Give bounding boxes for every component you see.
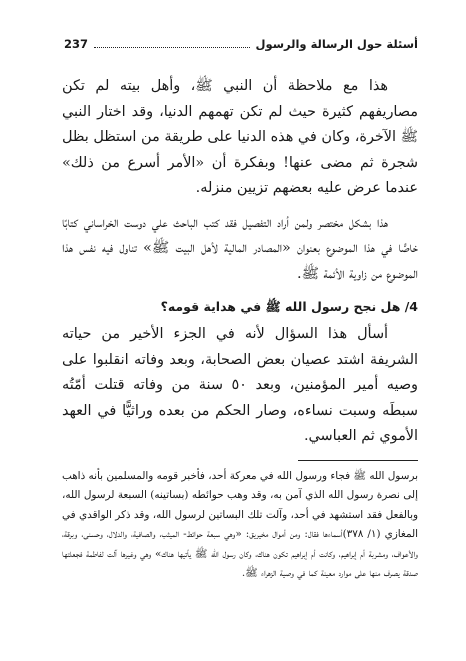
footnote-text: برسول الله ﷺ فجاء ورسول الله في معركة أحد، فأخبر قومه والمسلمين بأنه ذاهب إلى نصرة رسول الله الذي آمن به، وقد وهب حوائطه (بساتينه) السبعة لرسول الله، وبالفعل فقد استشهد في أحد، وآلت تلك البساتين لرسول الله، وقد ذكر الواقدي في المغازي (١/ ٣٧٨)أسماءها فقال: ومن أموال مخيريق: «وهي سبعة حوائط- الميثب، والصافية، والدلال، وحسنى، وبرقة، والأعواف، ومشربة أم إبراهيم، وكانت أم إبراهيم تكون هناك، وكان رسول الله ﷺ يأتيها هناك» وهي وغيرها آلت لفاطمة فجعلتها صدقة يصرف منها على موارد معينة كما في وصية الزهراء ﷺ. — [62, 470, 418, 580]
section-heading: 4/ هل نجح رسول الله ﷺ في هداية قومه؟ — [160, 299, 418, 314]
main-text — [62, 74, 418, 459]
paragraph: أسأل هذا السؤال لأنه في الجزء الأخير من حياته الشريفة اشتد عصيان بعض الصحابة، وبعد وفاته انقلبوا على وصيه أمير المؤمنين، وبعد ٥٠ سنة من وفاته قتلت أمّتُه سبطَه وسبت نساءه، وصار الحكم من بعده وراثيًّا في العهد الأموي ثم العباسي. — [62, 326, 419, 444]
footnote — [62, 467, 418, 583]
header-dot-leader — [94, 47, 249, 48]
page-number: 237 — [64, 37, 89, 51]
running-header — [64, 36, 418, 52]
paragraph: هذا بشكل مختصر ولمن أراد التفصيل فقد كتب الباحث علي دوست الخراساني كتابًا خاصًّا في هذا الموضوع بعنوان «المصادر المالية لأهل البيت ﷺ» تناول فيه نفس هذا الموضوع من زاوية الأئمة ﷺ. — [62, 214, 418, 282]
footnote-separator — [298, 460, 418, 461]
paragraph: هذا مع ملاحظة أن النبي ﷺ، وأهل بيته لم تكن مصاريفهم كثيرة حيث لم تكن تهمهم الدنيا، وقد اختار النبي ﷺ الآخرة، وكان في هذه الدنيا على طريقة من استظل بظل شجرة ثم مضى عنها! وبفكرة أن «الأمر أسرع من ذلك» عندما عرض عليه بعضهم تزيين منزله. — [62, 78, 418, 196]
header-title: أسئلة حول الرسالة والرسول — [255, 37, 418, 51]
